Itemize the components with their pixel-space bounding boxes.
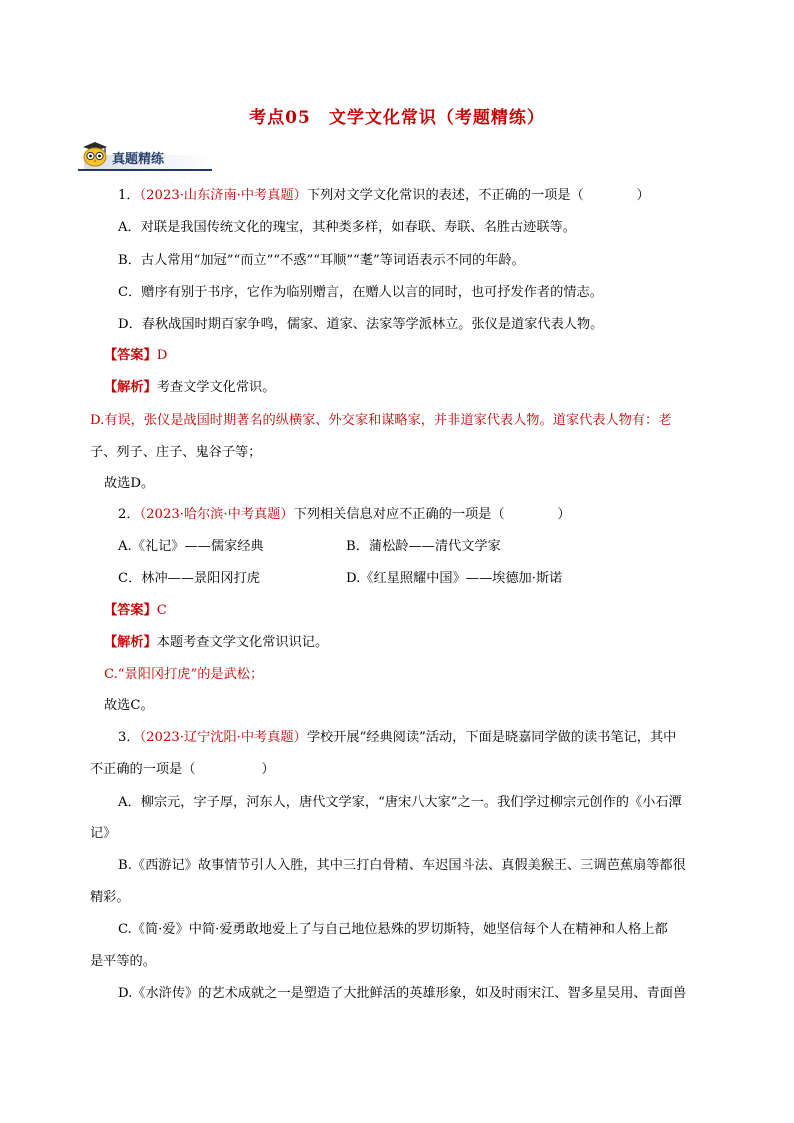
q1-option-c: C．赠序有别于书序，它作为临别赠言，在赠人以言的同时，也可抒发作者的情志。 <box>118 285 603 300</box>
q1-option-a: A．对联是我国传统文化的瑰宝，其种类多样，如春联、寿联、名胜古迹联等。 <box>118 220 576 235</box>
q2-conclusion: 故选C。 <box>104 698 154 713</box>
q3-option-b-line-1: B.《西游记》故事情节引人入胜，其中三打白骨精、车迟国斗法、真假美猴王、三调芭蕉扇等都很 <box>118 858 686 873</box>
q2-analysis-text: 本题考查文学文化常识识记。 <box>156 635 329 650</box>
q1-stem: 下列对文学文化常识的表述，不正确的一项是（ ） <box>306 188 650 203</box>
q1-analysis-tag: 【解析】 <box>104 380 157 395</box>
q2-option-d: D.《红星照耀中国》——埃德加·斯诺 <box>346 571 563 586</box>
q3-option-b-line-2: 精彩。 <box>90 890 130 905</box>
section-label: 真题精练 <box>112 152 165 167</box>
q2-number: 2． <box>118 507 140 522</box>
q2-source: （2023·哈尔滨·中考真题） <box>139 507 294 522</box>
q1-answer-tag: 【答案】 <box>104 348 157 363</box>
q3-option-a-line-1: A．柳宗元，字子厚，河东人，唐代文学家，“唐宋八大家”之一。我们学过柳宗元创作的《小石潭 <box>118 795 682 810</box>
q2-option-b: B．蒲松龄——清代文学家 <box>346 539 501 554</box>
q1-option-b: B．古人常用“加冠”“而立”“不惑”“耳顺”“耄”等词语表示不同的年龄。 <box>118 253 525 268</box>
q2-explanation: C.“景阳冈打虎”的是武松； <box>104 667 264 682</box>
q1-analysis <box>104 380 275 396</box>
q1-answer <box>104 348 167 364</box>
q3-stem-1: 学校开展“经典阅读”活动，下面是晓嘉同学做的读书笔记，其中 <box>306 730 677 745</box>
q1-conclusion: 故选D。 <box>104 476 155 491</box>
q1-stem-line <box>118 188 650 204</box>
q1-answer-value: D <box>156 348 168 363</box>
q1-analysis-text: 考查文学文化常识。 <box>156 380 276 395</box>
q3-source: （2023·辽宁沈阳·中考真题） <box>139 730 307 745</box>
owl-icon <box>80 141 110 167</box>
q2-stem: 下列相关信息对应不正确的一项是（ ） <box>293 507 571 522</box>
q1-option-d: D．春秋战国时期百家争鸣，儒家、道家、法家等学派林立。张仪是道家代表人物。 <box>118 317 604 332</box>
q3-option-d-line-1: D.《水浒传》的艺术成就之一是塑造了大批鲜活的英雄形象，如及时雨宋江、智多星吴用、青面兽 <box>118 986 687 1001</box>
q2-answer-tag: 【答案】 <box>104 603 157 618</box>
q1-explanation-line-2: 子、列子、庄子、鬼谷子等； <box>90 445 262 460</box>
q2-stem-line <box>118 507 571 523</box>
q2-analysis-tag: 【解析】 <box>104 635 157 650</box>
q2-analysis <box>104 635 328 651</box>
q3-number: 3． <box>118 730 140 745</box>
q2-option-a: A.《礼记》——儒家经典 <box>118 539 264 554</box>
q2-option-c: C．林冲——景阳冈打虎 <box>118 571 260 586</box>
q1-number: 1． <box>118 188 140 203</box>
q3-stem-line-1 <box>118 730 676 746</box>
q2-answer <box>104 603 167 619</box>
q1-source: （2023·山东济南·中考真题） <box>139 188 307 203</box>
page-title: 考点05 文学文化常识（考题精练） <box>249 108 545 128</box>
section-header <box>78 141 212 171</box>
q3-option-c-line-2: 是平等的。 <box>90 954 156 969</box>
q3-option-a-line-2: 记》 <box>90 826 117 841</box>
section-header-underline <box>78 169 212 171</box>
q3-option-c-line-1: C.《简·爱》中简·爱勇敢地爱上了与自己地位悬殊的罗切斯特，她坚信每个人在精神和人格上都 <box>118 922 668 937</box>
q1-explanation-line-1: D.有误，张仪是战国时期著名的纵横家、外交家和谋略家，并非道家代表人物。道家代表人物有：老 <box>90 413 672 428</box>
q2-answer-value: C <box>156 603 167 618</box>
q3-stem-line-2: 不正确的一项是（ ） <box>90 762 275 777</box>
